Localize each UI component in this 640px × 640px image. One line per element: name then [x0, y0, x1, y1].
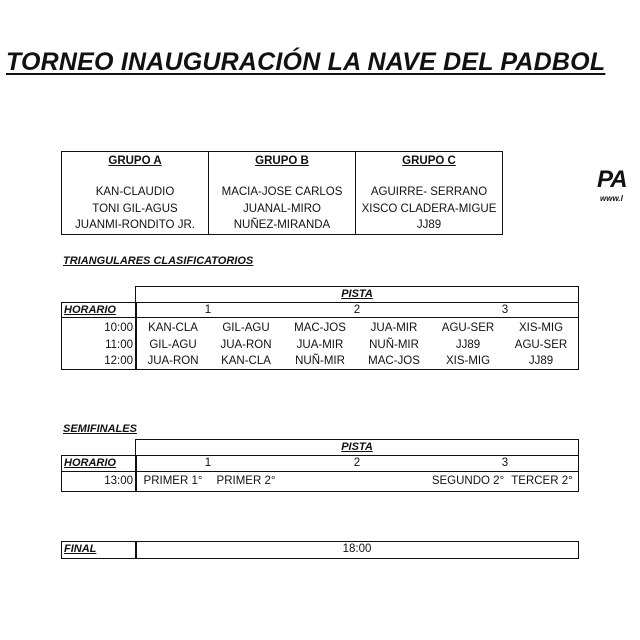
match-cell: GIL-AGU	[222, 322, 270, 334]
pista-number: 2	[353, 304, 361, 316]
pista-number: 1	[204, 457, 212, 469]
pista-number: 2	[353, 457, 361, 469]
time-cell: 12:00	[104, 355, 133, 367]
logo: PA	[597, 166, 627, 193]
group-header: GRUPO A	[108, 155, 162, 167]
page-title: TORNEO INAUGURACIÓN LA NAVE DEL PADBOL	[6, 48, 606, 76]
pista-number: 1	[204, 304, 212, 316]
match-cell: KAN-CLA	[148, 322, 198, 334]
match-cell: TERCER 2°	[511, 475, 573, 487]
match-cell: NUÑ-MIR	[295, 355, 345, 367]
time-cell: 11:00	[105, 339, 133, 351]
match-cell: MAC-JOS	[368, 355, 420, 367]
match-cell: JUA-RON	[220, 339, 272, 351]
group-header: GRUPO B	[255, 155, 309, 167]
time-cell: 10:00	[104, 322, 133, 334]
match-cell: KAN-CLA	[221, 355, 271, 367]
team: TONI GIL-AGUS	[92, 202, 178, 215]
match-cell: JUA-RON	[147, 355, 199, 367]
match-cell: PRIMER 1°	[143, 475, 203, 487]
team: KAN-CLAUDIO	[95, 186, 175, 198]
horario-label: HORARIO	[64, 304, 116, 316]
group-header: GRUPO C	[402, 155, 456, 167]
semis-pista-header: PISTA	[341, 441, 373, 453]
semifinales-label: SEMIFINALES	[63, 423, 137, 435]
team: JUANMI-RONDITO JR.	[75, 219, 195, 231]
pista-number: 3	[501, 457, 509, 469]
match-cell: XIS-MIG	[518, 322, 564, 334]
team: MACIA-JOSE CARLOS	[221, 186, 343, 198]
groups-table	[61, 151, 503, 235]
match-cell: XIS-MIG	[445, 355, 491, 367]
match-cell: JJ89	[455, 339, 481, 351]
team: XISCO CLADERA-MIGUE	[361, 202, 497, 215]
semis-horario-label: HORARIO	[64, 457, 116, 469]
final-time: 18:00	[342, 543, 372, 555]
match-cell: JJ89	[528, 355, 554, 367]
match-cell: AGU-SER	[514, 339, 568, 351]
match-cell: SEGUNDO 2°	[431, 475, 505, 487]
group-a	[62, 152, 209, 234]
match-cell: JUA-MIR	[370, 322, 418, 334]
match-cell: PRIMER 2°	[216, 475, 276, 487]
match-cell: NUÑ-MIR	[369, 339, 419, 351]
final-label: FINAL	[64, 543, 97, 555]
pista-header: PISTA	[341, 288, 373, 300]
group-c	[356, 152, 502, 234]
team: JUANAL-MIRO	[243, 202, 321, 215]
pista-number: 3	[501, 304, 509, 316]
match-cell: JUA-MIR	[296, 339, 344, 351]
team: AGUIRRE- SERRANO	[370, 186, 488, 198]
time-cell: 13:00	[104, 475, 133, 487]
logo-url: www.l	[600, 194, 623, 203]
triangulares-label: TRIANGULARES CLASIFICATORIOS	[63, 255, 254, 267]
team: JJ89	[416, 219, 442, 231]
team: NUÑEZ-MIRANDA	[233, 219, 331, 231]
match-cell: GIL-AGU	[149, 339, 197, 351]
group-b	[209, 152, 356, 234]
match-cell: AGU-SER	[441, 322, 495, 334]
match-cell: MAC-JOS	[294, 322, 346, 334]
